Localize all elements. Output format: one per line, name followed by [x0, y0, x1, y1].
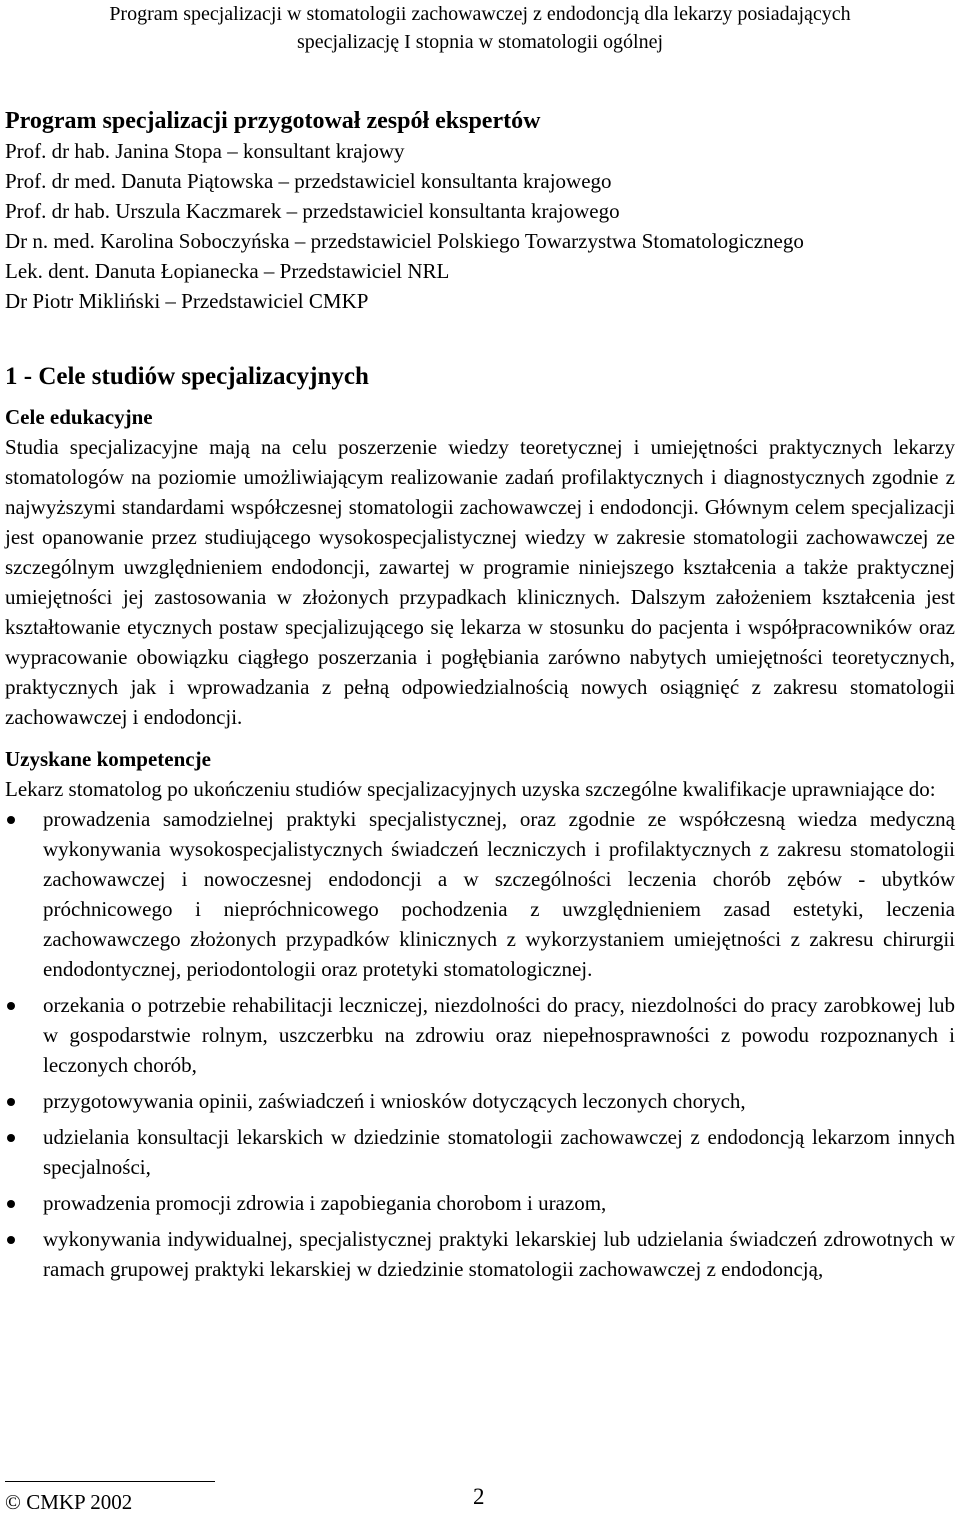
competences-intro: Lekarz stomatolog po ukończeniu studiów specjalizacyjnych uzyska szczególne kwalifikacje uprawniające do: — [5, 777, 936, 801]
expert-item: Prof. dr hab. Urszula Kaczmarek – przedstawiciel konsultanta krajowego — [5, 199, 620, 223]
competences-list — [5, 804, 955, 1284]
bullet-icon — [7, 1200, 15, 1208]
expert-item: Prof. dr hab. Janina Stopa – konsultant krajowy — [5, 139, 405, 163]
goals-paragraph: Studia specjalizacyjne mają na celu poszerzenie wiedzy teoretycznej i umiejętności praktycznych lekarzy stomatologów na poziomie umożliwiającym realizowanie zadań profilaktycznych i diagnostycznych zgodnie z najwyższymi standardami współczesnej stomatologii zachowawczej i endodoncji. Głównym celem specjalizacji jest opanowanie przez studiującego wysokospecjalistycznej wiedzy w zakresie stomatologii zachowawczej ze szczególnym uwzględnieniem endodoncji, zawartej w programie niniejszego kształcenia a także praktycznej umiejętności jej zastosowania w złożonych przypadkach klinicznych. Dalszym założeniem kształcenia jest kształtowanie etycznych postaw specjalizującego się lekarza w stosunku do pacjenta i współpracowników oraz wypracowanie obowiązku ciągłego poszerzania i pogłębiania zarówno nabytych umiejętności teoretycznych, praktycznych jak i wprowadzania z pełną odpowiedzialnością nowych osiągnięć z zakresu stomatologii zachowawczej i endodoncji. — [5, 435, 955, 729]
running-header — [5, 0, 955, 56]
list-item-text: prowadzenia promocji zdrowia i zapobiegania chorobom i urazom, — [43, 1191, 607, 1215]
page-footer — [5, 1484, 955, 1514]
list-item — [5, 990, 955, 1080]
list-item-text: wykonywania indywidualnej, specjalistycznej praktyki lekarskiej lub udzielania świadczeń zdrowotnych w ramach grupowej praktyki lekarskiej w dziedzinie stomatologii zachowawczej z endodoncją, — [43, 1227, 955, 1281]
footer-copyright: © CMKP 2002 — [5, 1490, 133, 1514]
bullet-icon — [7, 1134, 15, 1142]
bullet-icon — [7, 1002, 15, 1010]
competences-heading: Uzyskane kompetencje — [5, 747, 211, 771]
expert-item: Dr n. med. Karolina Soboczyńska – przedstawiciel Polskiego Towarzystwa Stomatologicznego — [5, 229, 804, 253]
document-page — [5, 0, 955, 1290]
list-item-text: prowadzenia samodzielnej praktyki specjalistycznej, oraz zgodnie ze współczesną wiedza medyczną wykonywania wysokospecjalistycznych świadczeń leczniczych i profilaktycznych z zakresu stomatologii zachowawczej i nowoczesnej endodoncji a w szczególności leczenia chorób zębów - ubytków próchnicowego i niepróchnicowego pochodzenia z uwzględnieniem zasad estetyki, leczenia zachowawczego złożonych przypadków klinicznych z wykorzystaniem umiejętności z zakresu chirurgii endodontycznej, periodontologii oraz protetyki stomatologicznej. — [43, 807, 955, 981]
footer-rule — [5, 1481, 215, 1482]
list-item — [5, 1086, 955, 1116]
page-number: 2 — [473, 1484, 485, 1509]
header-line-2: specjalizację I stopnia w stomatologii ogólnej — [296, 31, 663, 53]
list-item — [5, 1122, 955, 1182]
expert-item: Lek. dent. Danuta Łopianecka – Przedstawiciel NRL — [5, 259, 450, 283]
list-item-text: udzielania konsultacji lekarskich w dziedzinie stomatologii zachowawczej z endodoncją lekarzom innych specjalności, — [43, 1125, 955, 1179]
list-item — [5, 804, 955, 984]
experts-title: Program specjalizacji przygotował zespół ekspertów — [5, 108, 541, 134]
header-line-1: Program specjalizacji w stomatologii zachowawczej z endodoncją dla lekarzy posiadających — [109, 3, 851, 25]
bullet-icon — [7, 1098, 15, 1106]
list-item-text: orzekania o potrzebie rehabilitacji leczniczej, niezdolności do pracy, niezdolności do pracy zarobkowej lub w gospodarstwie rolnym, uszczerbku na zdrowiu oraz niepełnosprawności z powodu rozpoznanych i leczonych chorób, — [43, 993, 955, 1077]
expert-item: Dr Piotr Mikliński – Przedstawiciel CMKP — [5, 289, 369, 313]
bullet-icon — [7, 816, 15, 824]
list-item — [5, 1188, 955, 1218]
goals-heading: Cele edukacyjne — [5, 405, 153, 429]
expert-item: Prof. dr med. Danuta Piątowska – przedstawiciel konsultanta krajowego — [5, 169, 612, 193]
bullet-icon — [7, 1236, 15, 1244]
experts-list — [5, 136, 955, 316]
list-item — [5, 1224, 955, 1284]
list-item-text: przygotowywania opinii, zaświadczeń i wniosków dotyczących leczonych chorych, — [43, 1089, 746, 1113]
section-title: 1 - Cele studiów specjalizacyjnych — [5, 363, 369, 390]
